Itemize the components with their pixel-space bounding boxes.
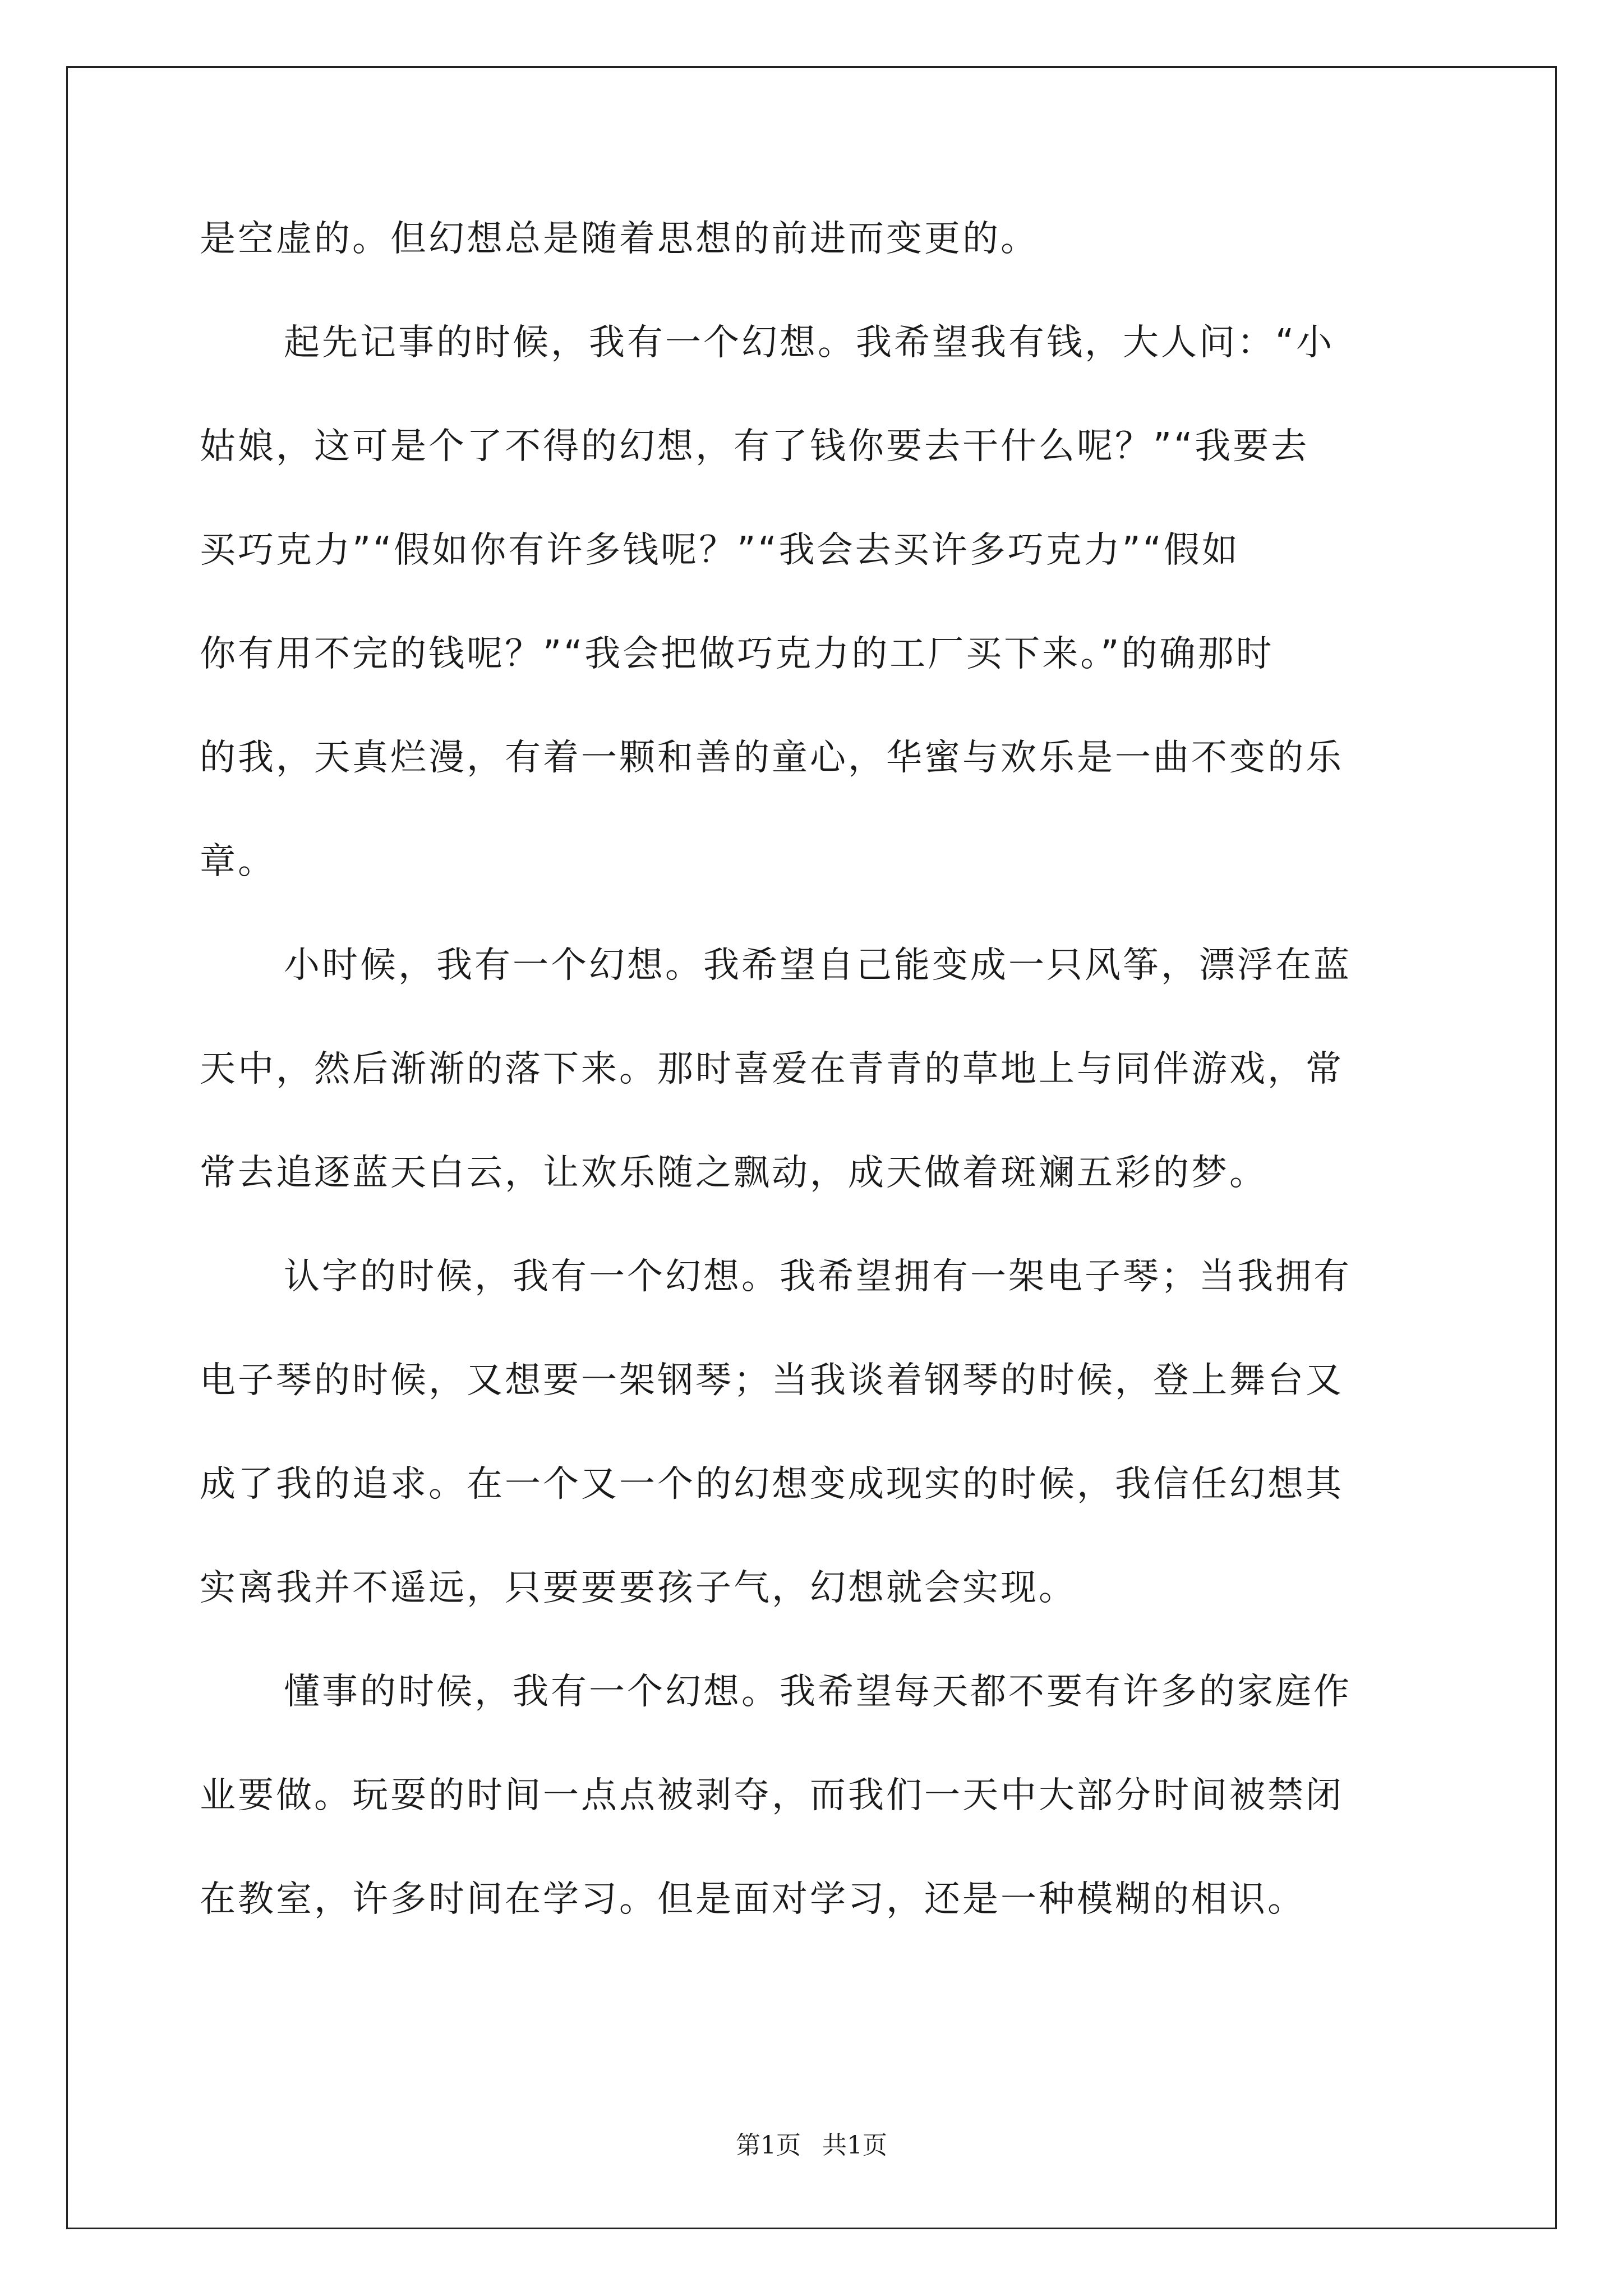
text-line: 天中，然后渐渐的落下来。那时喜爱在青青的草地上与同伴游戏，常 (200, 1048, 1344, 1090)
text-line: 懂事的时候，我有一个幻想。我希望每天都不要有许多的家庭作 (284, 1671, 1352, 1713)
text-line: 姑娘，这可是个了不得的幻想，有了钱你要去干什么呢？”“我要去 (200, 426, 1310, 467)
document-body (200, 212, 1428, 1976)
page-total: 共1页 (822, 2131, 887, 2160)
text-line: 在教室，许多时间在学习。但是面对学习，还是一种模糊的相识。 (200, 1879, 1306, 1920)
text-line: 实离我并不遥远，只要要要孩子气，幻想就会实现。 (200, 1567, 1077, 1609)
text-line: 你有用不完的钱呢？”“我会把做巧克力的工厂买下来。”的确那时 (200, 633, 1274, 675)
text-line: 买巧克力”“假如你有许多钱呢？”“我会去买许多巧克力”“假如 (200, 530, 1240, 571)
text-line: 业要做。玩耍的时间一点点被剥夺，而我们一天中大部分时间被禁闭 (200, 1775, 1344, 1816)
page-footer (0, 2125, 1623, 2161)
text-line: 是空虚的。但幻想总是随着思想的前进而变更的。 (200, 218, 1039, 260)
text-line: 章。 (200, 841, 276, 882)
text-line: 起先记事的时候，我有一个幻想。我希望我有钱，大人问：“小 (284, 322, 1335, 364)
page-number: 第1页 (736, 2131, 801, 2160)
text-line: 电子琴的时候，又想要一架钢琴；当我谈着钢琴的时候，登上舞台又 (200, 1360, 1344, 1401)
text-line: 的我，天真烂漫，有着一颗和善的童心，华蜜与欢乐是一曲不变的乐 (200, 737, 1344, 779)
text-line: 认字的时候，我有一个幻想。我希望拥有一架电子琴；当我拥有 (284, 1256, 1352, 1297)
text-line: 小时候，我有一个幻想。我希望自己能变成一只风筝，漂浮在蓝 (284, 945, 1352, 986)
text-line: 常去追逐蓝天白云，让欢乐随之飘动，成天做着斑斓五彩的梦。 (200, 1152, 1267, 1194)
text-line: 成了我的追求。在一个又一个的幻想变成现实的时候，我信任幻想其 (200, 1464, 1344, 1505)
